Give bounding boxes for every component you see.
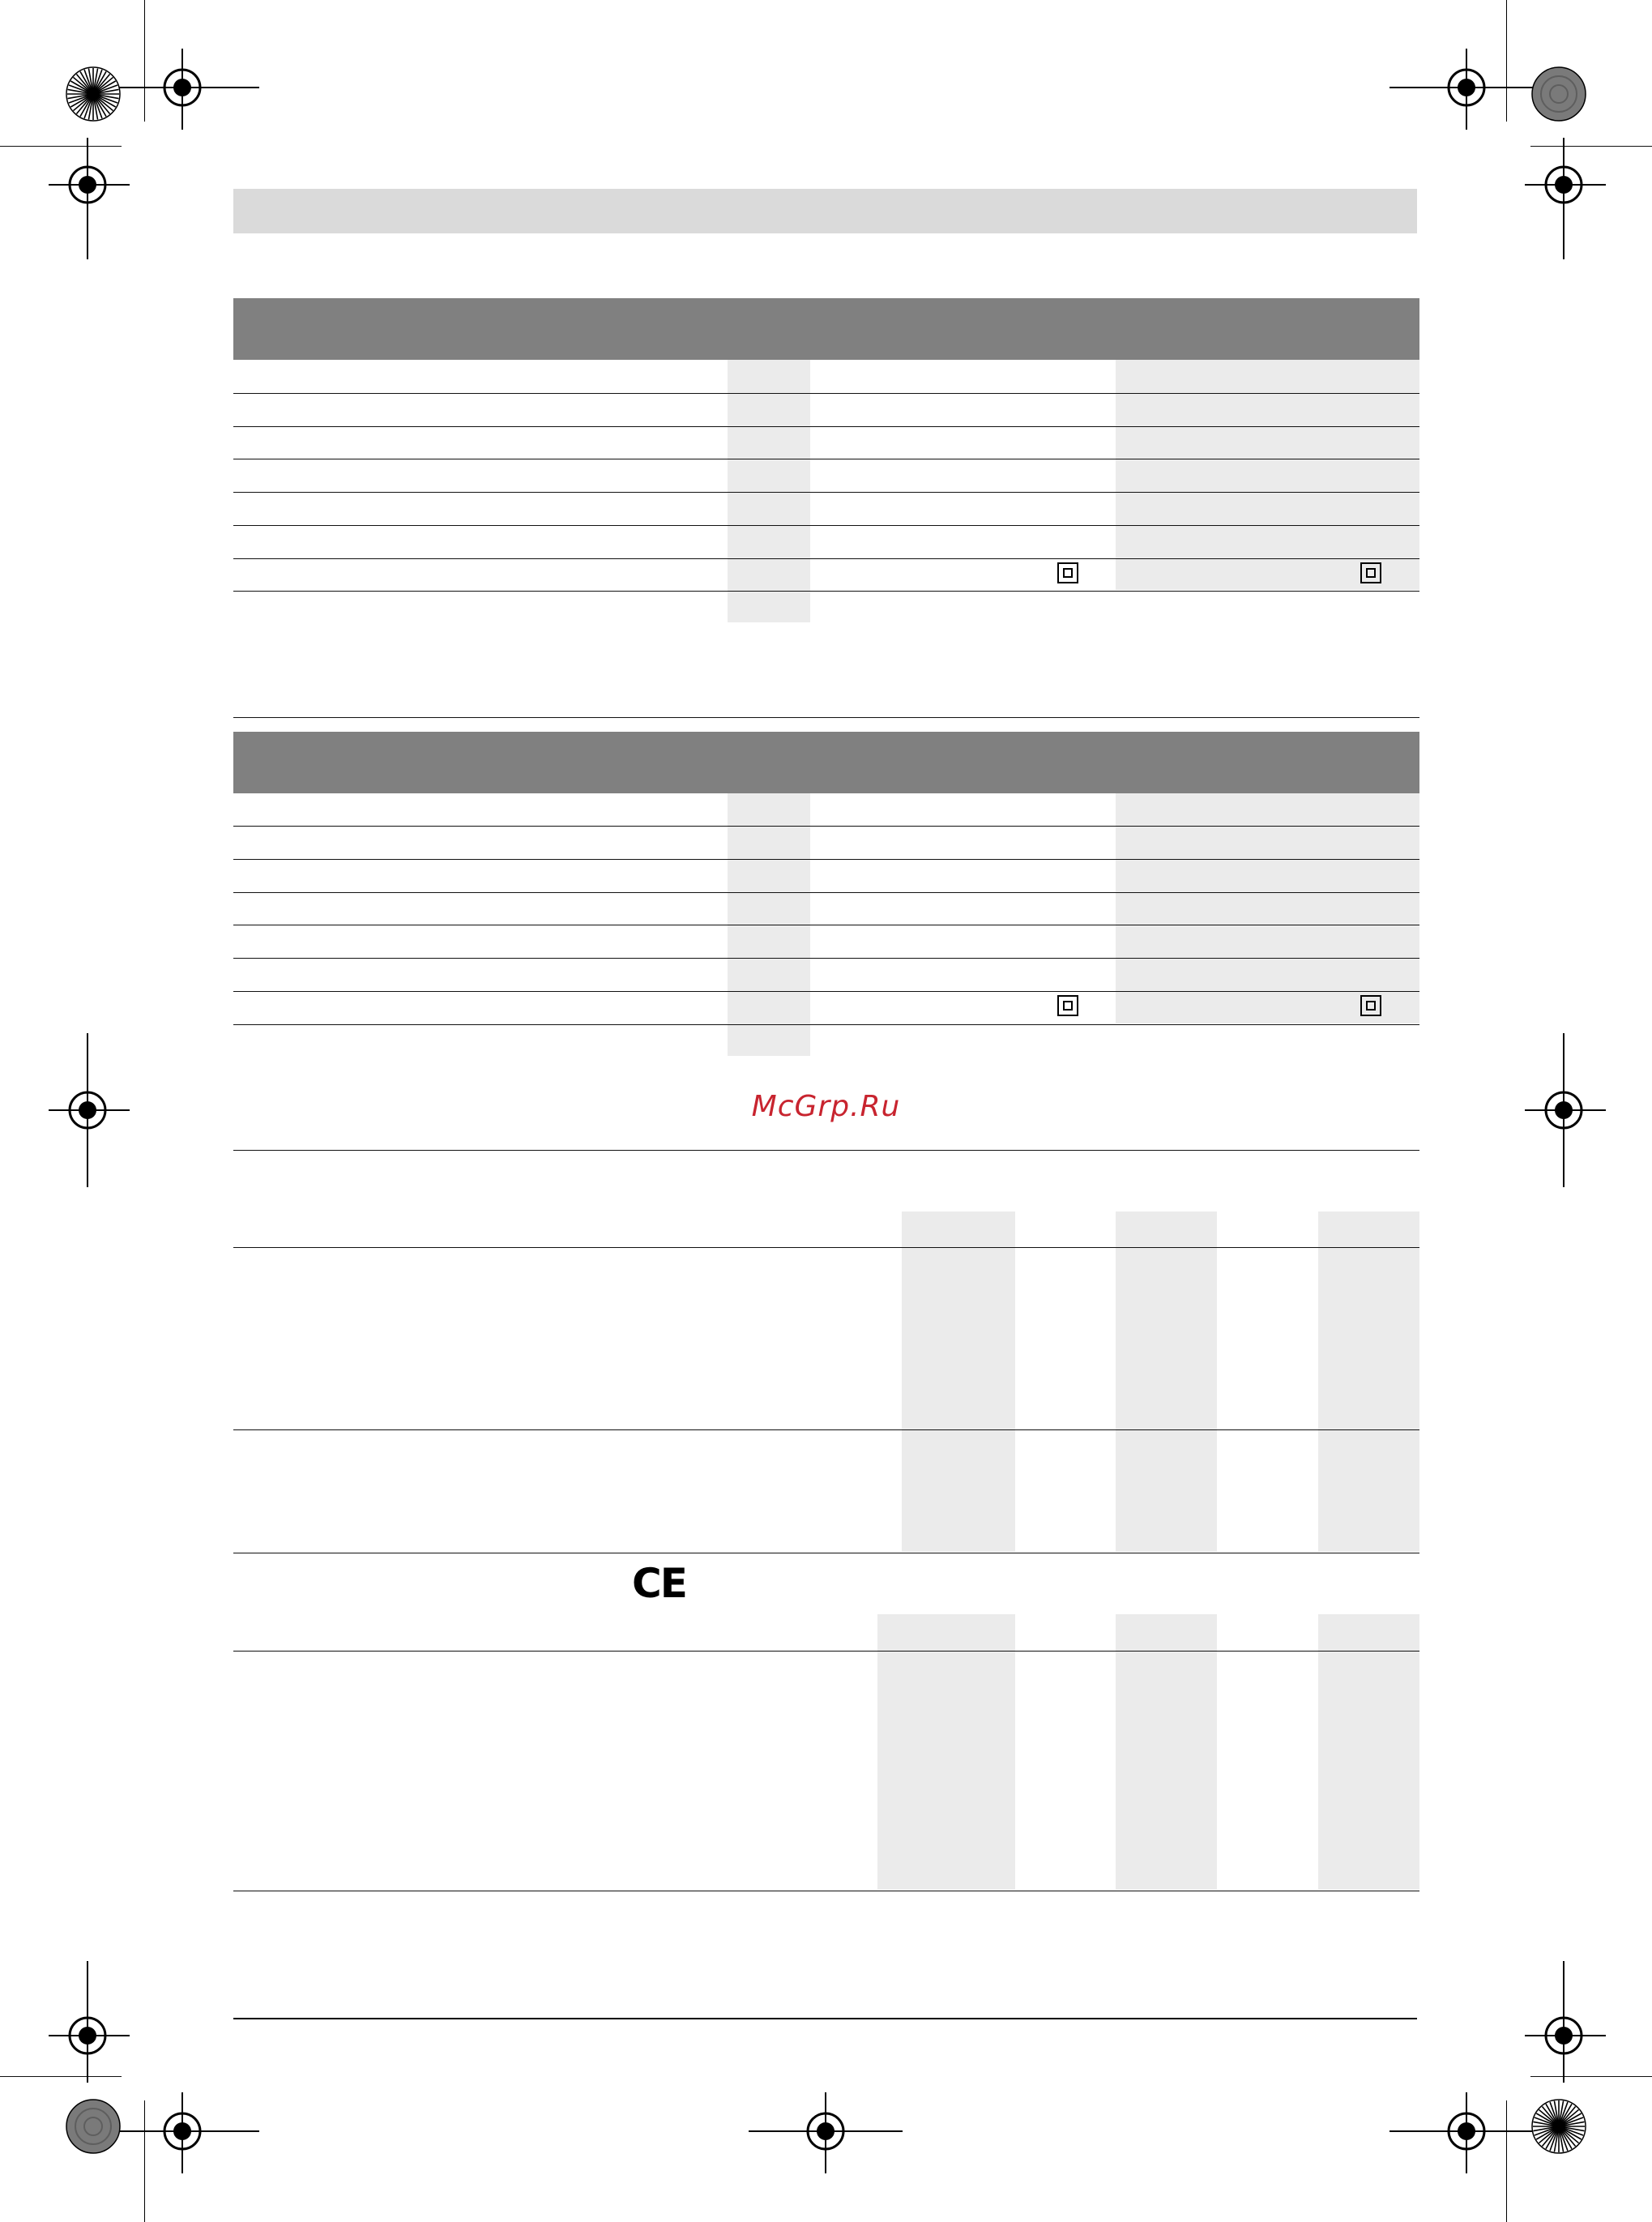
table-1-row-line xyxy=(233,525,1419,526)
table-2-header xyxy=(233,732,1419,793)
registration-crosshair-icon xyxy=(1525,138,1606,259)
table-2-row-line xyxy=(233,991,1419,992)
grey-density-disc-icon xyxy=(1530,66,1587,122)
table-1-header xyxy=(233,298,1419,360)
measure-row-line xyxy=(233,1429,1419,1430)
registration-crosshair-icon xyxy=(49,138,130,259)
footer-rule xyxy=(233,2018,1417,2019)
table-1-col-shade-a xyxy=(728,360,810,622)
table-1-row-line xyxy=(233,492,1419,493)
table-2-row-line xyxy=(233,958,1419,959)
table-2-col-shade-b xyxy=(1116,793,1419,1023)
registration-crosshair-icon xyxy=(749,2092,903,2173)
registration-crosshair-icon xyxy=(1525,1033,1606,1187)
conformity-col-shade xyxy=(1116,1614,1217,1890)
grey-density-disc-icon xyxy=(65,2098,122,2155)
section-divider xyxy=(233,717,1419,718)
conformity-row-line xyxy=(233,1651,1419,1652)
class2-icon xyxy=(1360,562,1381,583)
class2-icon xyxy=(1360,995,1381,1016)
registration-crosshair-icon xyxy=(105,2092,259,2173)
watermark-text: McGrp.Ru xyxy=(751,1090,901,1123)
table-1-row-line xyxy=(233,591,1419,592)
starburst-wheel-icon xyxy=(1530,2098,1587,2155)
registration-crosshair-icon xyxy=(1525,1961,1606,2083)
table-2-row-line xyxy=(233,892,1419,893)
registration-crosshair-icon xyxy=(105,49,259,130)
table-1-row-line xyxy=(233,558,1419,559)
measure-col-shade xyxy=(902,1211,1015,1552)
conformity-col-shade xyxy=(877,1614,1015,1890)
registration-crosshair-icon xyxy=(1389,2092,1543,2173)
page-header-band xyxy=(233,189,1417,233)
table-2-row-line xyxy=(233,1024,1419,1025)
measure-col-shade xyxy=(1318,1211,1419,1552)
table-2-row-line xyxy=(233,826,1419,827)
registration-crosshair-icon xyxy=(1389,49,1543,130)
starburst-wheel-icon xyxy=(65,66,122,122)
table-1-row-line xyxy=(233,426,1419,427)
section-divider xyxy=(233,1150,1419,1151)
table-1-col-shade-b xyxy=(1116,360,1419,590)
class2-icon xyxy=(1057,995,1078,1016)
class2-icon xyxy=(1057,562,1078,583)
table-2-row-line xyxy=(233,859,1419,860)
ce-mark: CE xyxy=(632,1560,686,1607)
registration-crosshair-icon xyxy=(49,1961,130,2083)
table-1-row-line xyxy=(233,393,1419,394)
measure-col-shade xyxy=(1116,1211,1217,1552)
conformity-col-shade xyxy=(1318,1614,1419,1890)
measure-row-line xyxy=(233,1247,1419,1248)
registration-crosshair-icon xyxy=(49,1033,130,1187)
